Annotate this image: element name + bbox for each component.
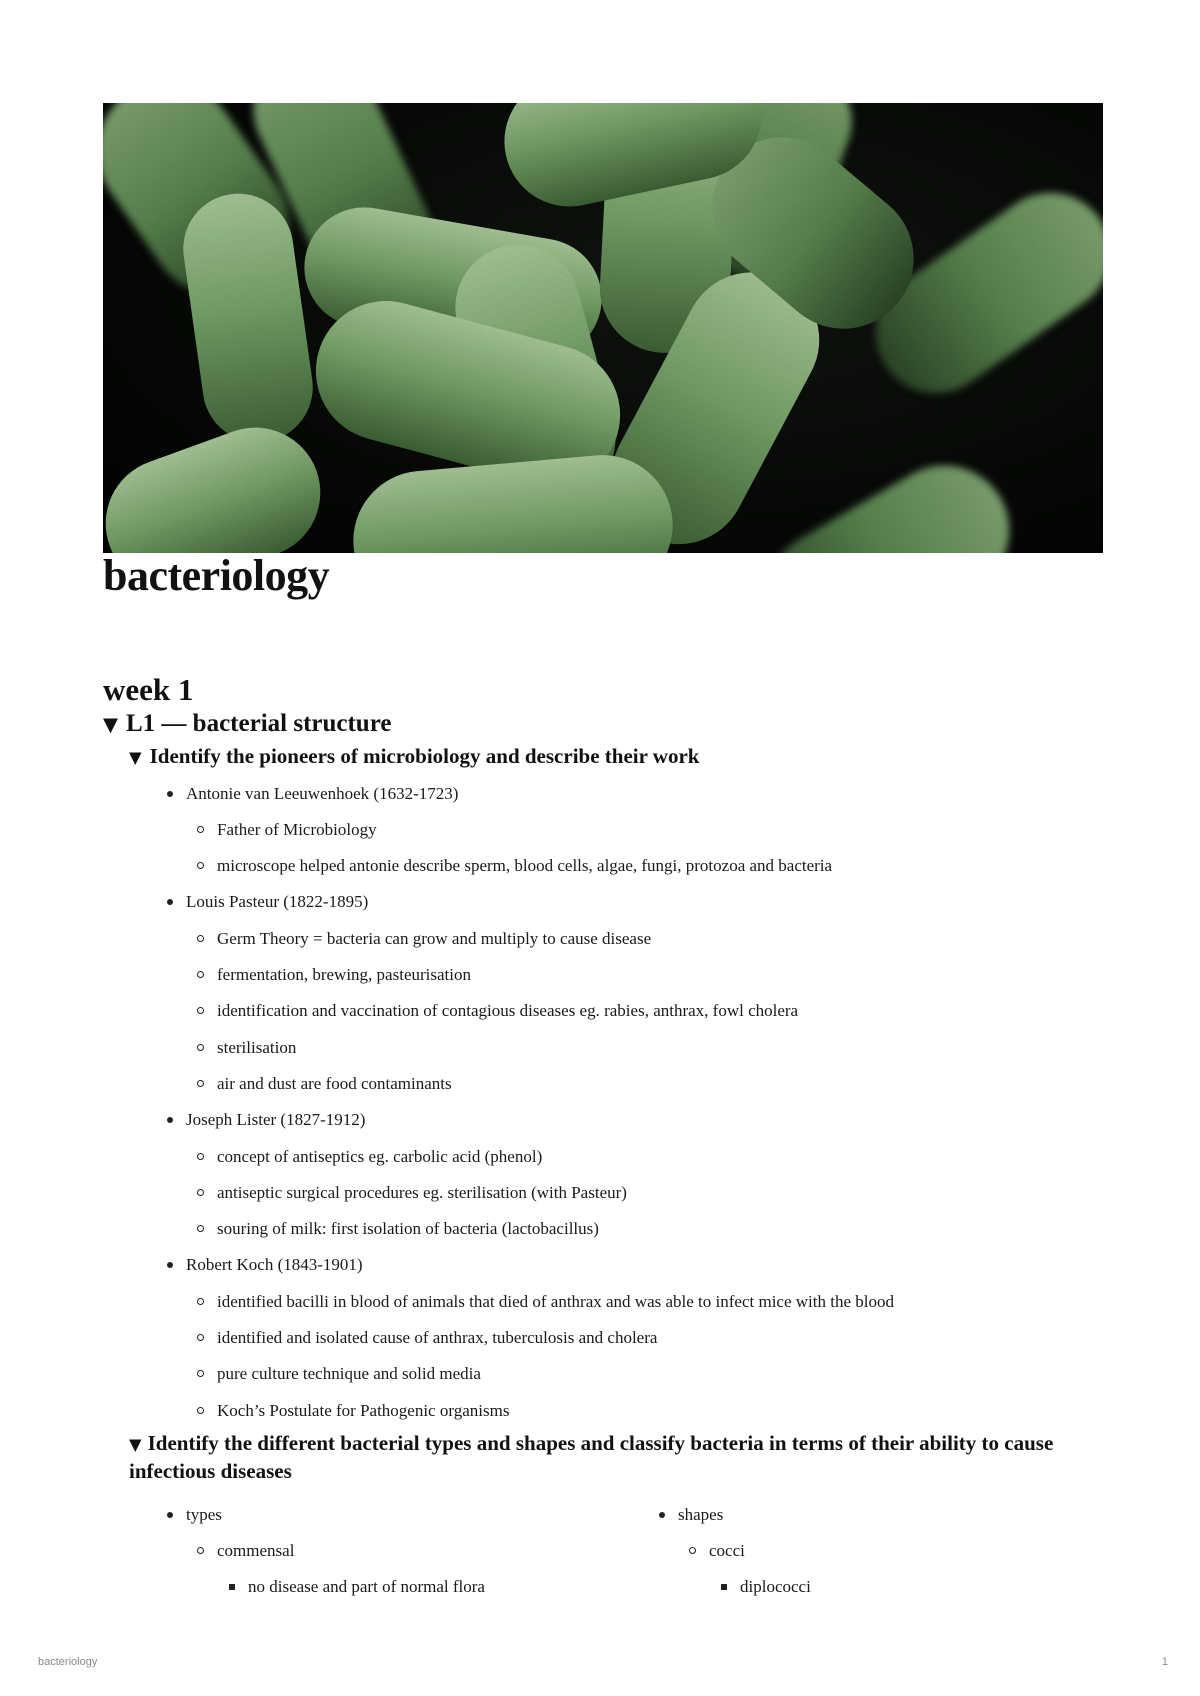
list-item-point: antiseptic surgical procedures eg. sterilisation (with Pasteur) <box>217 1183 627 1202</box>
list-item-point: Germ Theory = bacteria can grow and multiply to cause disease <box>217 929 652 948</box>
list-item-point: fermentation, brewing, pasteurisation <box>217 965 471 984</box>
types-toggle-heading[interactable] <box>129 1430 1089 1485</box>
footer-page-number: 1 <box>1161 1656 1168 1668</box>
list-item-point: identified and isolated cause of anthrax, tuberculosis and cholera <box>217 1328 658 1347</box>
list-item-point: Father of Microbiology <box>217 820 377 839</box>
list-item-point: microscope helped antonie describe sperm, blood cells, algae, fungi, protozoa and bacteria <box>217 856 833 875</box>
types-heading-text: Identify the different bacterial types and shapes and classify bacteria in terms of their ability to cause infectious diseases <box>129 1431 1054 1483</box>
week-heading: week 1 <box>103 672 194 707</box>
page-title: bacteriology <box>103 551 330 600</box>
list-item-diplococci: diplococci <box>740 1577 811 1596</box>
footer-doc-name: bacteriology <box>38 1656 98 1668</box>
cover-image <box>103 103 1103 553</box>
list-item-point: identified bacilli in blood of animals that died of anthrax and was able to infect mice with the blood <box>217 1292 894 1311</box>
list-item-commensal: commensal <box>217 1541 295 1560</box>
list-item-pioneer: Robert Koch (1843-1901) <box>186 1255 363 1274</box>
list-item-pioneer: Antonie van Leeuwenhoek (1632-1723) <box>186 784 459 803</box>
list-item-shapes: shapes <box>678 1505 724 1524</box>
list-item-point: air and dust are food contaminants <box>217 1074 452 1093</box>
pioneers-heading-text: Identify the pioneers of microbiology and describe their work <box>149 744 700 768</box>
lecture-toggle-heading[interactable] <box>103 710 391 738</box>
list-item-point: identification and vaccination of contagious diseases eg. rabies, anthrax, fowl cholera <box>217 1001 799 1020</box>
list-item-commensal-detail: no disease and part of normal flora <box>248 1577 485 1596</box>
list-item-cocci: cocci <box>709 1541 745 1560</box>
bacteria-illustration <box>103 103 1103 553</box>
toggle-triangle-icon[interactable]: ▼ <box>103 713 118 736</box>
toggle-triangle-icon[interactable]: ▼ <box>129 1435 142 1454</box>
lecture-heading-text: L1 — bacterial structure <box>126 710 392 737</box>
list-item-types: types <box>186 1505 222 1524</box>
toggle-triangle-icon[interactable]: ▼ <box>129 748 142 767</box>
list-item-point: pure culture technique and solid media <box>217 1364 481 1383</box>
list-item-point: sterilisation <box>217 1038 297 1057</box>
list-item-point: Koch’s Postulate for Pathogenic organisms <box>217 1401 510 1420</box>
list-item-point: souring of milk: first isolation of bacteria (lactobacillus) <box>217 1219 599 1238</box>
pioneers-toggle-heading[interactable] <box>129 744 699 769</box>
list-item-point: concept of antiseptics eg. carbolic acid (phenol) <box>217 1147 543 1166</box>
list-item-pioneer: Joseph Lister (1827-1912) <box>186 1110 366 1129</box>
list-item-pioneer: Louis Pasteur (1822-1895) <box>186 892 369 911</box>
